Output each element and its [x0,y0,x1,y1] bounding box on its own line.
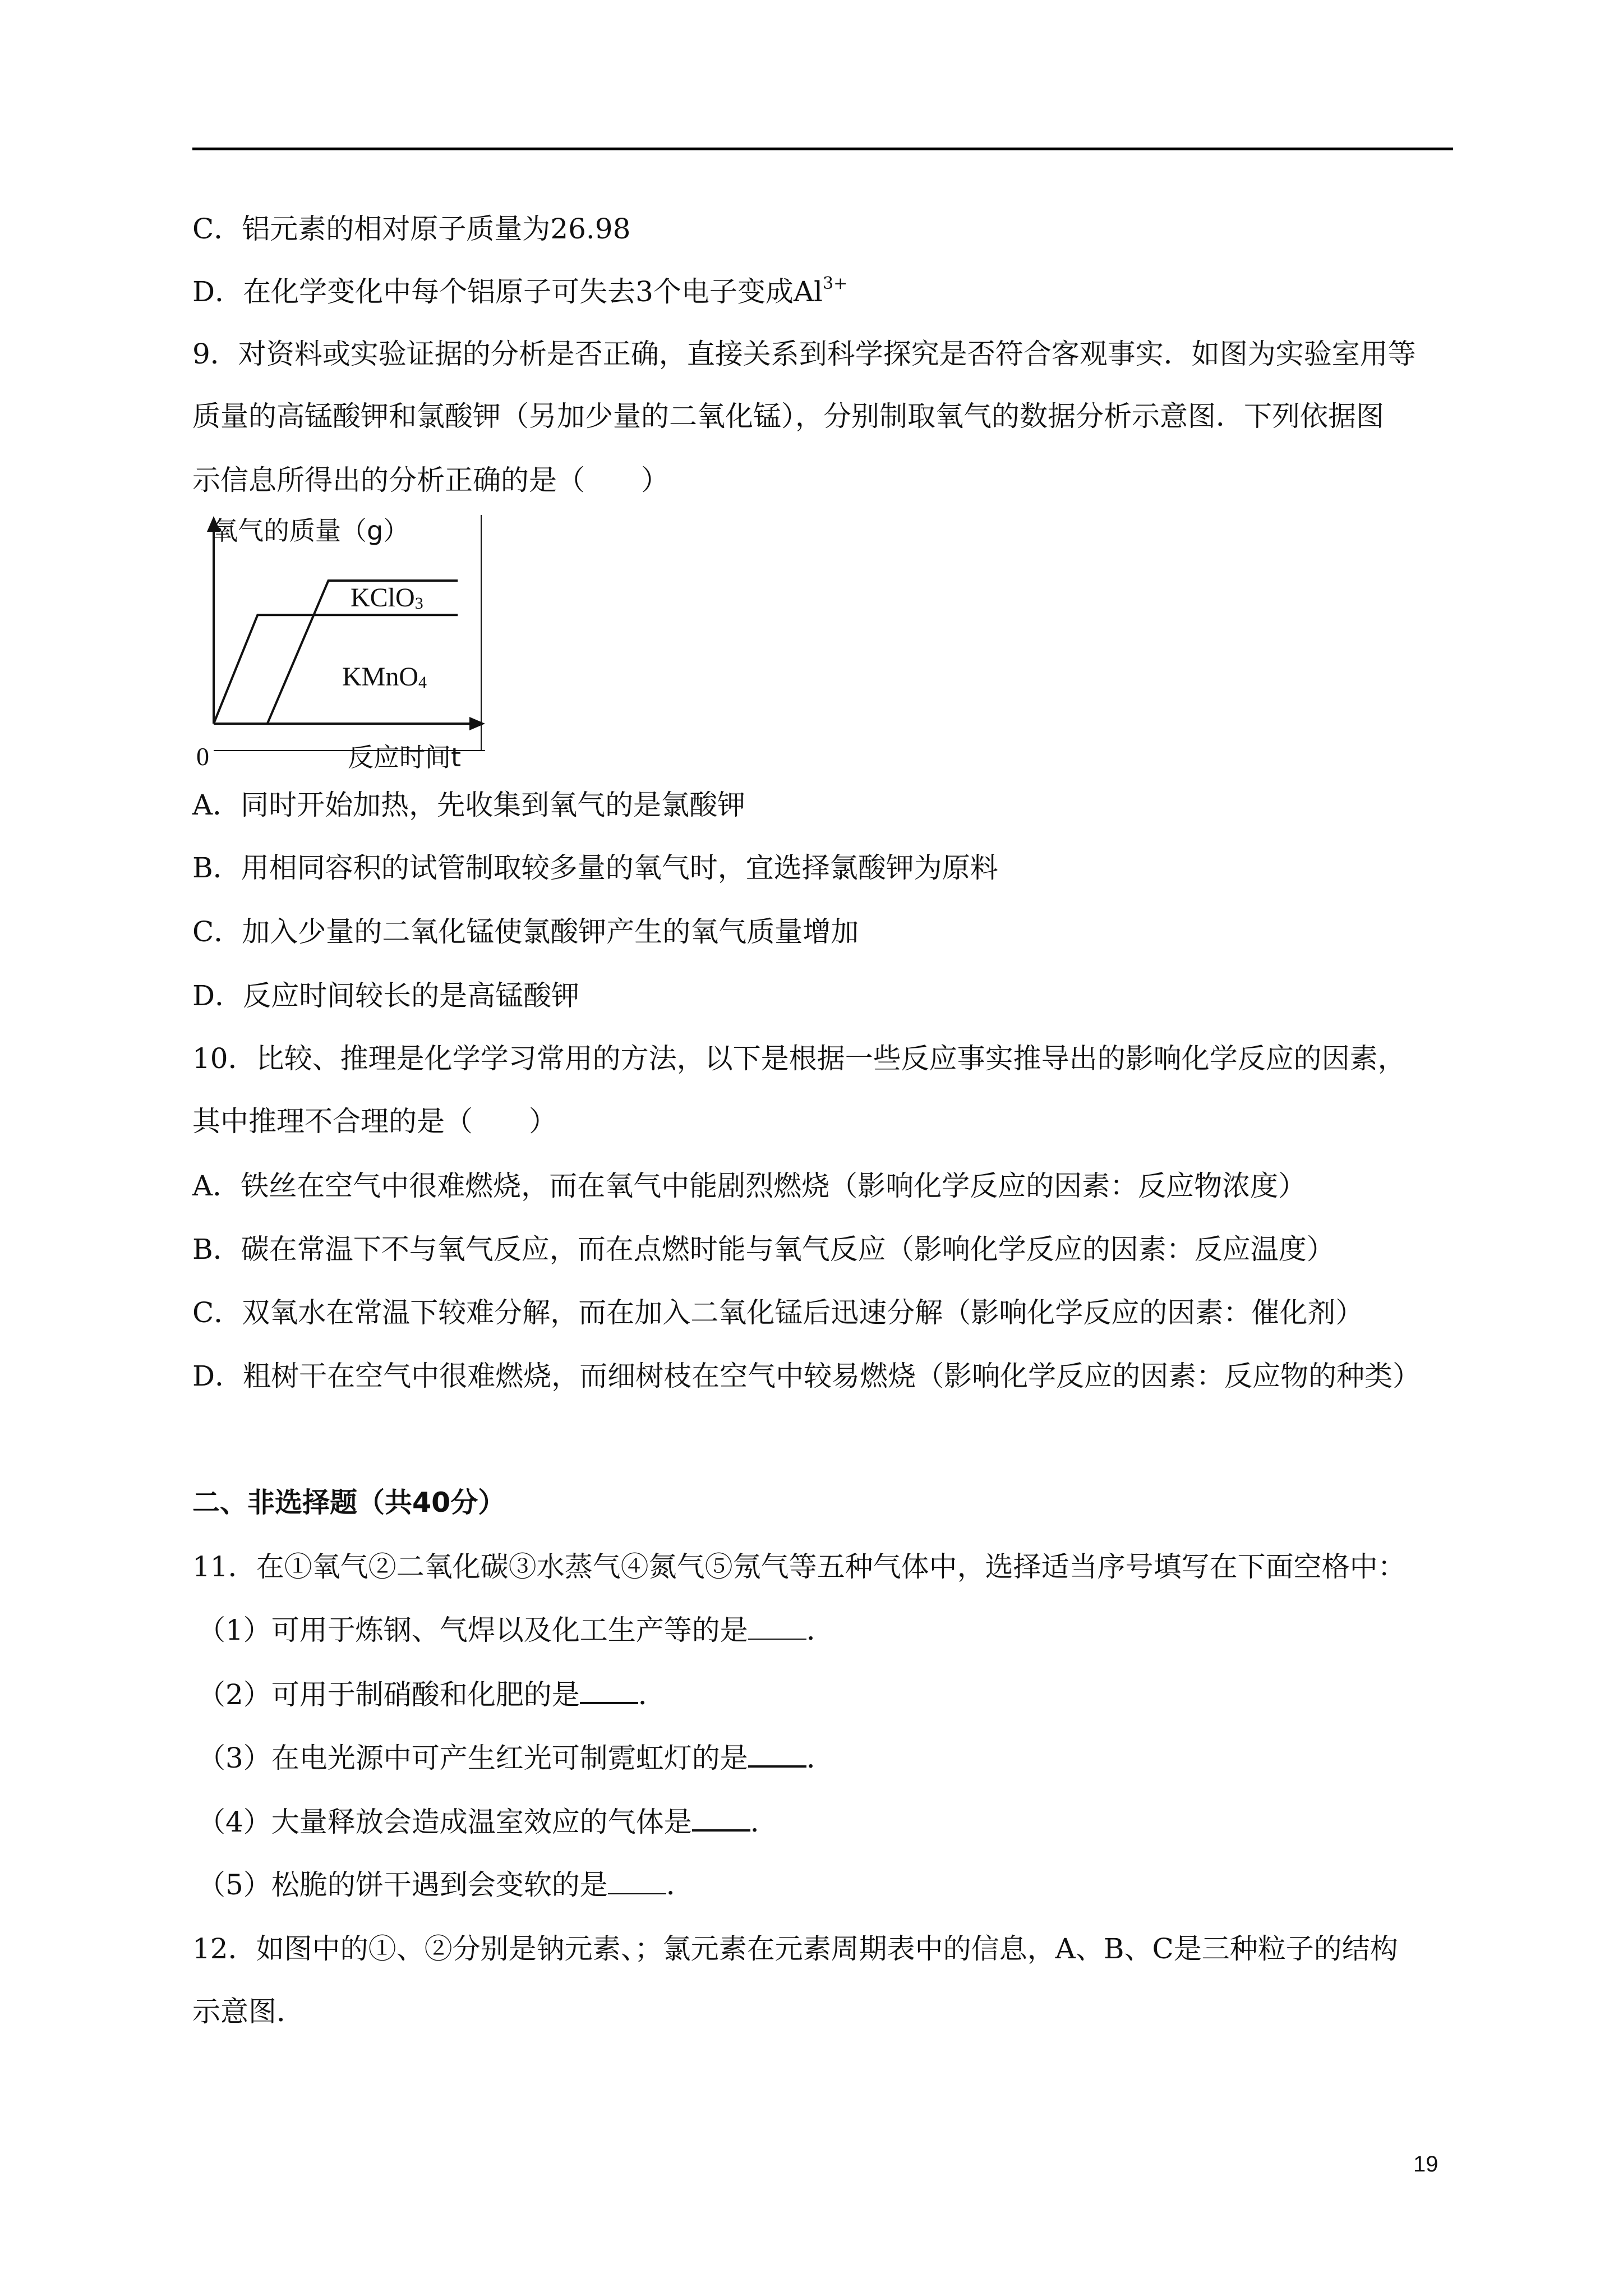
q11-item-4 [197,1805,778,1839]
answer-blank-1[interactable] [748,1614,806,1640]
answer-blank-5[interactable] [608,1869,666,1894]
q10-stem-line2: 其中推理不合理的是（ ） [192,1105,557,1138]
q8-option-d [192,275,847,309]
q9-option-c: C．加入少量的二氧化锰使氯酸钾产生的氧气质量增加 [192,915,859,948]
answer-blank-2[interactable] [580,1677,638,1704]
q9-stem-line3: 示信息所得出的分析正确的是（ ） [192,464,669,496]
q9-stem-line1: 9．对资料或实验证据的分析是否正确，直接关系到科学探究是否符合客观事实．如图为实验室用等 [192,338,1416,370]
origin-label: 0 [196,742,209,771]
q11-item-1-text: （1）可用于炼钢、气焊以及化工生产等的是 [197,1614,748,1646]
oxygen-mass-chart [191,515,494,779]
q11-item-1 [197,1613,834,1647]
q11-item-5-text: （5）松脆的饼干遇到会变软的是 [197,1869,608,1901]
q9-option-a: A．同时开始加热，先收集到氧气的是氯酸钾 [192,789,746,821]
q12-stem-line2: 示意图． [192,1995,305,2028]
q11-item-4-text: （4）大量释放会造成温室效应的气体是 [197,1806,692,1838]
q8-option-d-superscript: 3+ [823,274,848,293]
q11-item-1-end: ． [806,1614,834,1646]
q11-item-4-end: ． [750,1806,778,1838]
legend-kmno4-main: KMnO [342,662,419,692]
legend-kclo3-sub: 3 [414,594,423,613]
q12-stem-line1: 12．如图中的①、②分别是钠元素、；氯元素在元素周期表中的信息，A、B、C是三种粒子的结构 [192,1932,1398,1965]
section-title: 二、非选择题（共40分） [192,1487,506,1519]
q8-option-c: C．铝元素的相对原子质量为26.98 [192,213,631,245]
q11-item-5-end: ． [666,1869,694,1901]
answer-blank-4[interactable] [692,1805,750,1832]
q10-option-a: A．铁丝在空气中很难燃烧，而在氧气中能剧烈燃烧（影响化学反应的因素：反应物浓度） [192,1170,1307,1202]
q10-stem-line1: 10．比较、推理是化学学习常用的方法，以下是根据一些反应事实推导出的影响化学反应的因素， [192,1042,1406,1075]
q11-item-3-end: ． [806,1742,834,1774]
q9-option-d: D．反应时间较长的是高锰酸钾 [192,979,580,1012]
header-rule [192,148,1453,150]
q10-option-d: D．粗树干在空气中很难燃烧，而细树枝在空气中较易燃烧（影响化学反应的因素：反应物的种类） [192,1360,1421,1392]
q11-stem: 11．在①氧气②二氧化碳③水蒸气④氮气⑤氖气等五种气体中，选择适当序号填写在下面空格中： [192,1550,1406,1583]
q11-item-2-text: （2）可用于制硝酸和化肥的是 [197,1678,580,1711]
q9-stem-line2: 质量的高锰酸钾和氯酸钾（另加少量的二氧化锰），分别制取氧气的数据分析示意图．下列依据图 [192,400,1384,432]
answer-blank-3[interactable] [748,1741,806,1768]
legend-kmno4-sub: 4 [418,673,427,692]
q11-item-3 [197,1741,834,1775]
legend-kclo3 [351,582,423,613]
page-number: 19 [1413,2152,1438,2177]
legend-kclo3-main: KClO [351,583,415,613]
q11-item-2-end: ． [638,1678,666,1711]
q10-option-c: C．双氧水在常温下较难分解，而在加入二氧化锰后迅速分解（影响化学反应的因素：催化剂） [192,1296,1364,1329]
q11-item-3-text: （3）在电光源中可产生红光可制霓虹灯的是 [197,1742,748,1774]
q11-item-5 [197,1868,694,1902]
q8-option-d-text: D．在化学变化中每个铝原子可失去3个电子变成Al [192,275,823,308]
legend-kmno4 [342,661,427,692]
q10-option-b: B．碳在常温下不与氧气反应，而在点燃时能与氧气反应（影响化学反应的因素：反应温度） [192,1233,1335,1266]
x-axis-arrow [469,717,485,730]
chart-title: 氧气的质量（g） [212,516,409,546]
x-axis-label: 反应时间t [348,742,462,772]
q11-item-2 [197,1677,666,1711]
q9-option-b: B．用相同容积的试管制取较多量的氧气时，宜选择氯酸钾为原料 [192,852,998,884]
